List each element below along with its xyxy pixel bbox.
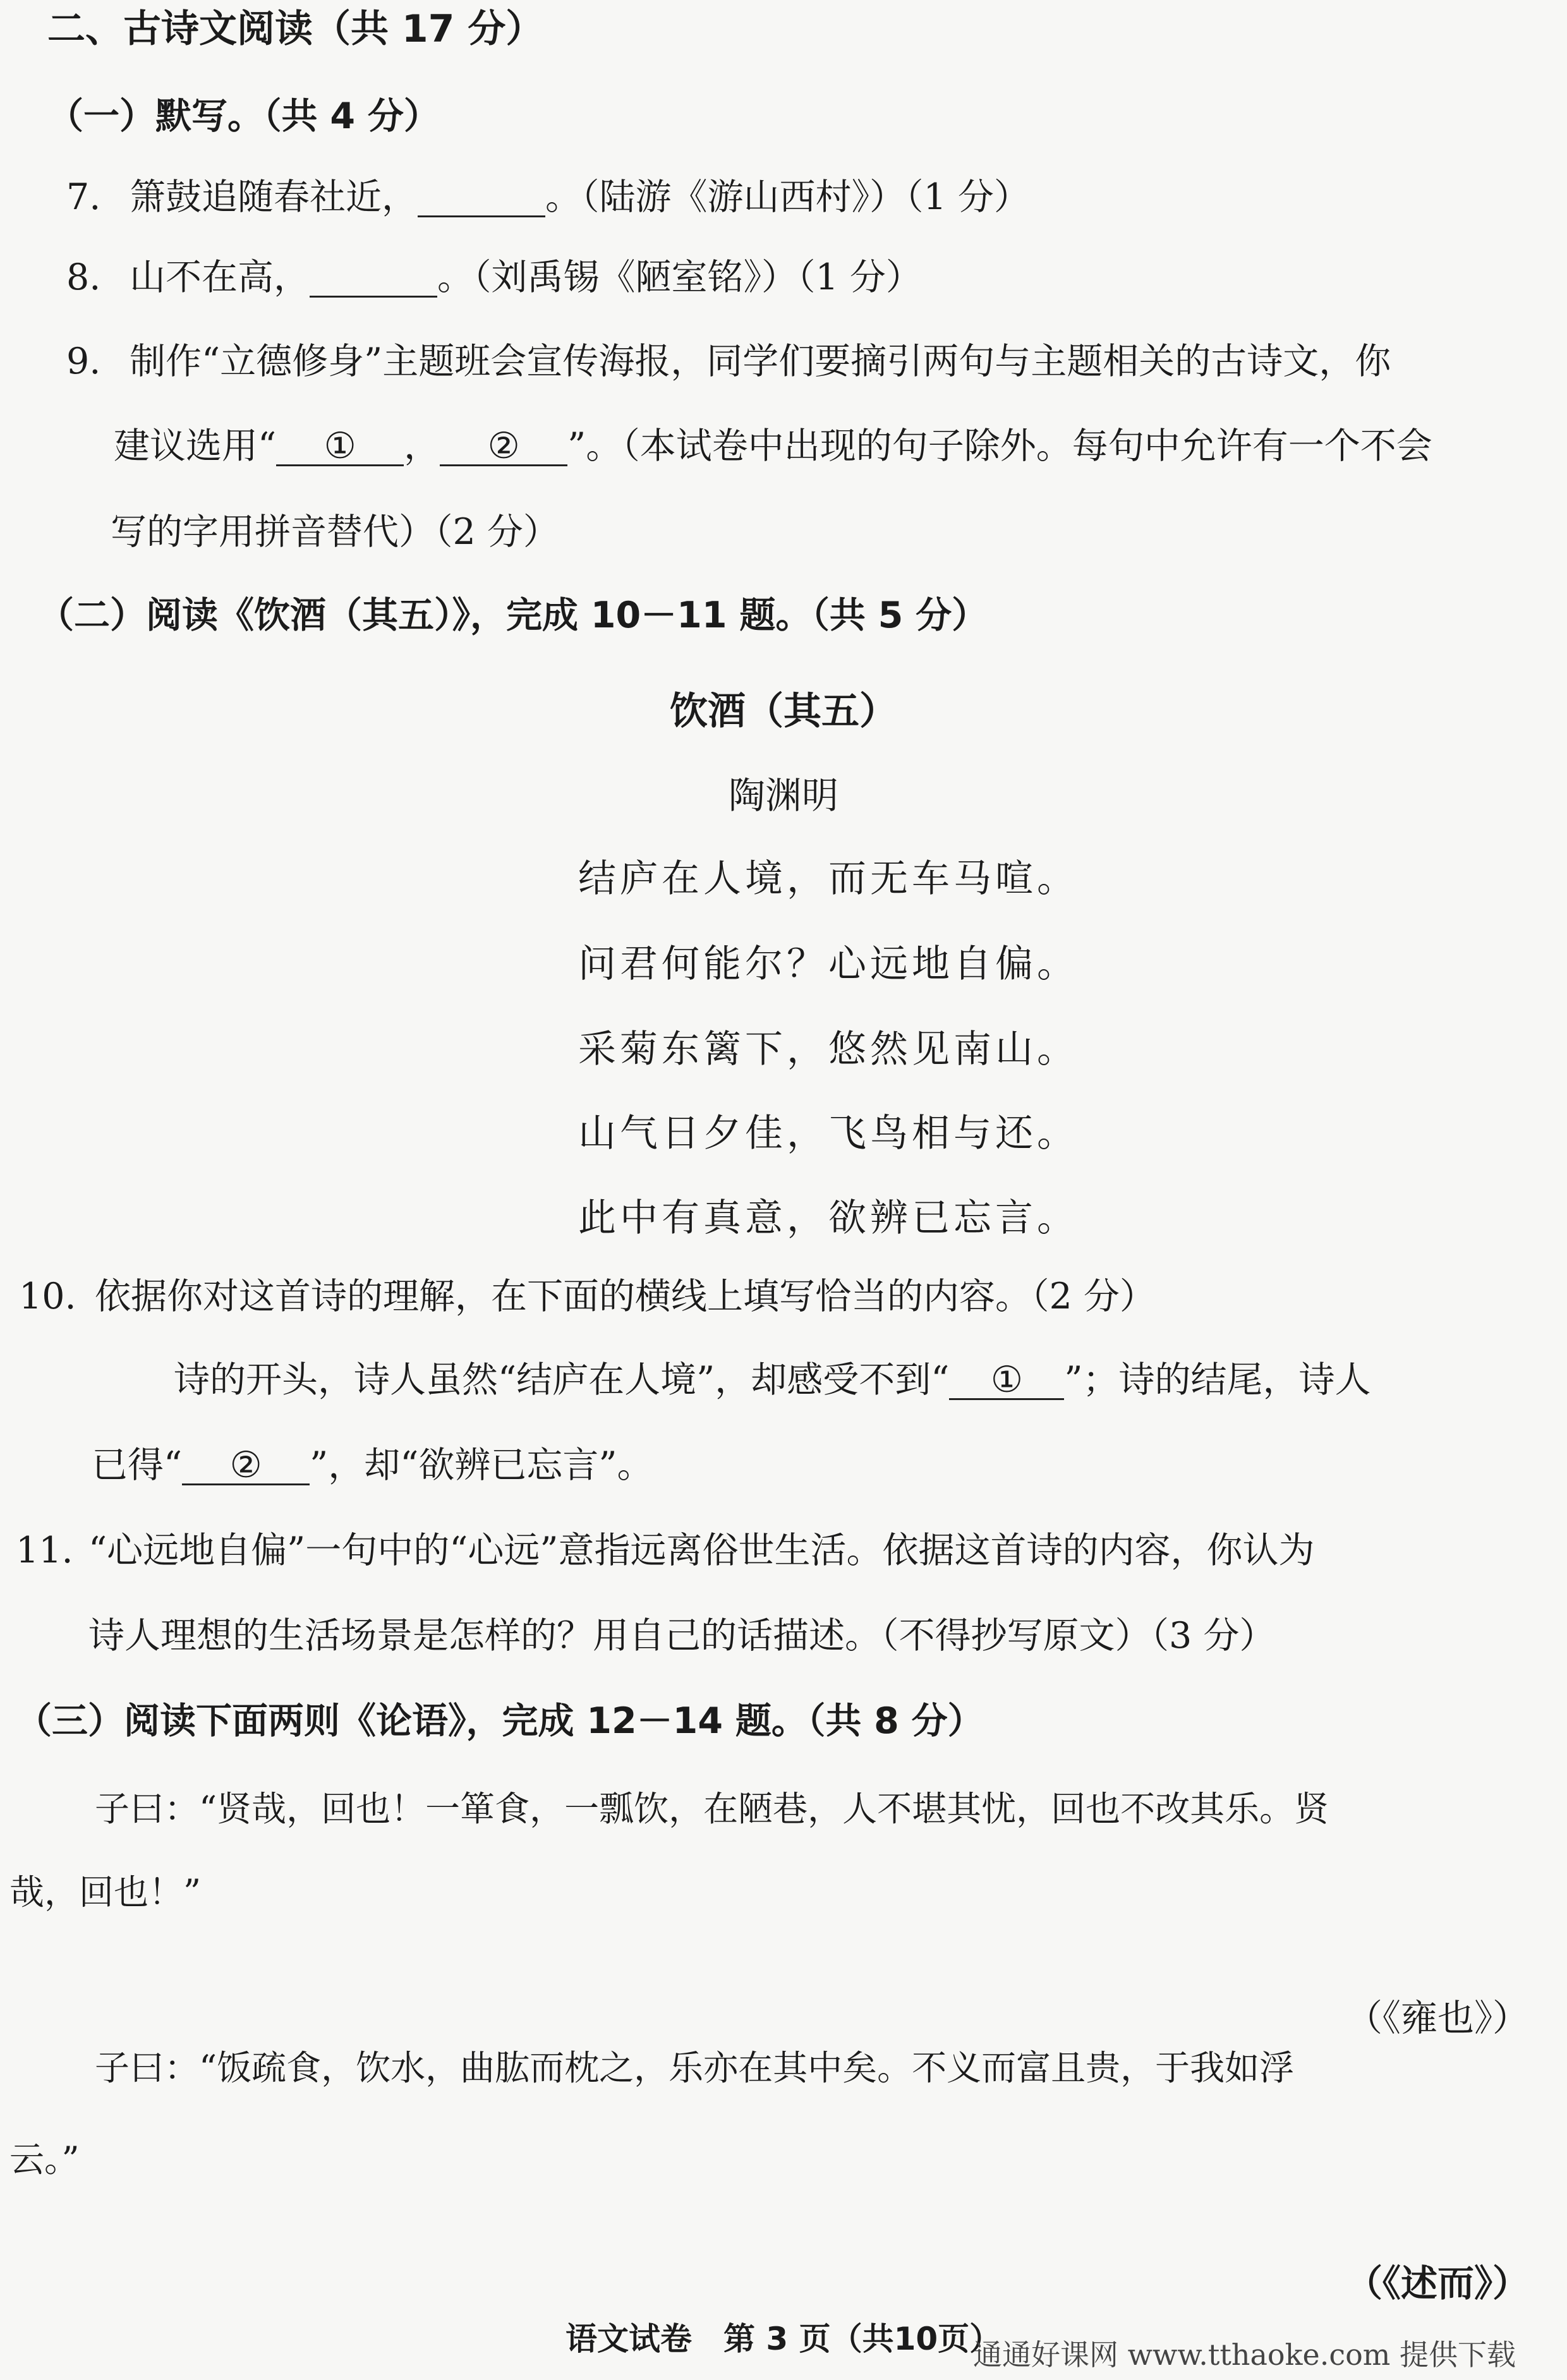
part3-title: （三）阅读下面两则《论语》，完成 12－14 题。（共 8 分） [16, 1700, 984, 1742]
question-9 [66, 340, 1391, 383]
answer-blank[interactable] [418, 179, 545, 217]
question-11 [16, 1529, 1315, 1572]
question-9-line3: 写的字用拼音替代）（2 分） [111, 511, 559, 553]
question-text: ”。（本试卷中出现的句子除外。每句中允许有一个不会 [567, 425, 1432, 467]
part1-title: （一）默写。（共 4 分） [47, 95, 440, 137]
part2-title: （二）阅读《饮酒（其五）》，完成 10－11 题。（共 5 分） [38, 595, 988, 636]
question-number: 11. [16, 1530, 73, 1571]
poem-line: 采菊东篱下，悠然见南山。 [578, 1027, 1079, 1072]
watermark: 通通好课网 www.tthaoke.com 提供下载 [973, 2338, 1516, 2372]
lunyu-passage-2: 子曰：“饭疏食，饮水，曲肱而枕之，乐亦在其中矣。不义而富且贵，于我如浮 [95, 2048, 1295, 2088]
question-7 [66, 176, 1030, 219]
answer-blank-2[interactable]: ② [440, 428, 567, 466]
question-number: 8. [66, 257, 101, 298]
poem-line: 此中有真意，欲辨已忘言。 [578, 1196, 1079, 1240]
passage-source: （《述而》） [1345, 2262, 1529, 2305]
answer-blank-2[interactable]: ② [182, 1447, 310, 1485]
question-text: 建议选用“ [114, 425, 277, 467]
question-text: ， [404, 425, 440, 467]
question-text: 制作“立德修身”主题班会宣传海报，同学们要摘引两句与主题相关的古诗文，你 [130, 341, 1391, 382]
question-11-line2: 诗人理想的生活场景是怎样的？用自己的话描述。（不得抄写原文）（3 分） [88, 1615, 1276, 1657]
poem-line: 山气日夕佳，飞鸟相与还。 [578, 1111, 1079, 1156]
question-10-line1 [174, 1358, 1371, 1401]
question-9-line2 [114, 425, 1432, 468]
answer-blank[interactable] [310, 260, 437, 298]
question-text: 依据你对这首诗的理解，在下面的横线上填写恰当的内容。（2 分） [95, 1276, 1156, 1317]
lunyu-passage-2-cont: 云。” [9, 2139, 80, 2180]
question-number: 7. [66, 176, 101, 218]
question-text: “心远地自偏”一句中的“心远”意指远离俗世生活。依据这首诗的内容，你认为 [88, 1530, 1315, 1571]
question-text: 。（陆游《游山西村》）（1 分） [545, 176, 1030, 218]
question-text: 箫鼓追随春社近， [130, 176, 418, 218]
poem-line: 问君何能尔？心远地自偏。 [578, 942, 1079, 986]
question-text: 已得“ [92, 1444, 183, 1486]
section-title: 二、古诗文阅读（共 17 分） [47, 7, 544, 51]
passage-source: （《雍也》） [1345, 1996, 1529, 2039]
lunyu-passage-1-cont: 哉，回也！” [9, 1872, 202, 1912]
question-text: 。（刘禹锡《陋室铭》）（1 分） [437, 257, 922, 298]
question-8 [66, 256, 922, 299]
question-text: 诗的开头，诗人虽然“结庐在人境”，却感受不到“ [174, 1359, 950, 1401]
lunyu-passage-1: 子曰：“贤哉，回也！一箪食，一瓢饮，在陋巷，人不堪其忧，回也不改其乐。贤 [95, 1789, 1329, 1829]
answer-blank-1[interactable]: ① [276, 428, 404, 466]
question-text: 山不在高， [130, 257, 310, 298]
poem-title: 饮酒（其五） [670, 689, 897, 734]
question-text: ”；诗的结尾，诗人 [1064, 1359, 1371, 1401]
question-10 [19, 1275, 1156, 1318]
poem-author: 陶渊明 [728, 774, 838, 817]
poem-line: 结庐在人境，而无车马喧。 [578, 857, 1079, 901]
question-number: 10. [19, 1276, 76, 1317]
page-footer: 语文试卷 第 3 页（共10页） [566, 2321, 1001, 2357]
question-10-line2 [92, 1444, 653, 1487]
question-number: 9. [66, 341, 101, 382]
question-text: ”，却“欲辨已忘言”。 [310, 1444, 653, 1486]
answer-blank-1[interactable]: ① [949, 1362, 1064, 1400]
